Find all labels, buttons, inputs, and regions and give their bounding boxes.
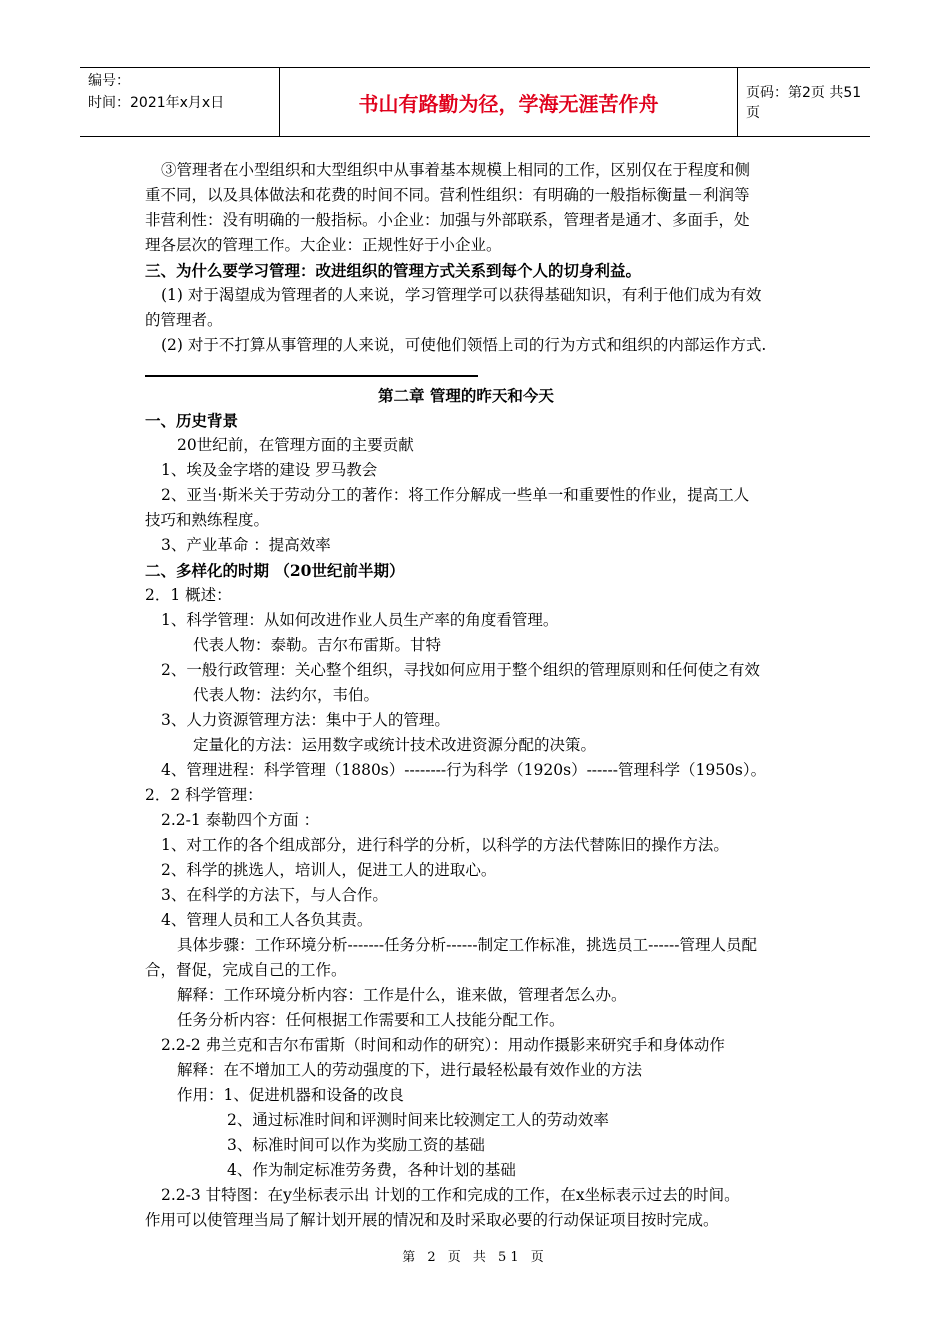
text-line: 合，督促，完成自己的工作。 [145, 961, 347, 979]
text-line: 20世纪前，在管理方面的主要贡献 [177, 436, 414, 454]
text-line: (2) 对于不打算从事管理的人来说，可使他们领悟上司的行为方式和组织的内部运作方式. [161, 336, 767, 354]
text-line: 4、管理进程：科学管理（1880s）--------行为科学（1920s）------管理科学（1950s）。 [161, 761, 767, 779]
date-label: 时间：2021年x月x日 [88, 95, 225, 111]
text-line: 2、亚当·斯米关于劳动分工的著作：将工作分解成一些单一和重要性的作业，提高工人 [161, 486, 750, 504]
page-footer: 第 2 页 共 51 页 [402, 1250, 548, 1265]
text-line: 理各层次的管理工作。大企业：正规性好于小企业。 [145, 236, 502, 254]
text-line: 具体步骤：工作环境分析-------任务分析------制定工作标准，挑选员工------管理人员配 [177, 936, 758, 954]
text-line: 重不同，以及具体做法和花费的时间不同。营利性组织：有明确的一般指标衡量－利润等 [145, 186, 750, 204]
text-line: 定量化的方法：运用数字或统计技术改进资源分配的决策。 [193, 736, 597, 754]
text-line: 作用：1、促进机器和设备的改良 [177, 1086, 404, 1104]
heading-line: 三、为什么要学习管理：改进组织的管理方式关系到每个人的切身利益。 [145, 261, 642, 280]
text-line: 2、科学的挑选人，培训人，促进工人的进取心。 [161, 861, 497, 879]
text-line: 1、科学管理：从如何改进作业人员生产率的角度看管理。 [161, 611, 559, 629]
heading-line: 二、多样化的时期 （20世纪前半期） [145, 561, 405, 580]
text-line: 2．1 概述： [145, 586, 232, 604]
header-page-info: 页码：第2页 共51页 [746, 85, 862, 121]
text-line: 解释：在不增加工人的劳动强度的下，进行最轻松最有效作业的方法 [177, 1061, 643, 1079]
text-line: 2.2-2 弗兰克和吉尔布雷斯（时间和动作的研究）：用动作摄影来研究手和身体动作 [161, 1036, 725, 1054]
text-line: 2.2-3 甘特图：在y坐标表示出 计划的工作和完成的工作，在x坐标表示过去的时间。 [161, 1186, 740, 1204]
text-line: 2、一般行政管理：关心整个组织，寻找如何应用于整个组织的管理原则和任何使之有效 [161, 661, 760, 679]
heading-line: 一、历史背景 [145, 411, 239, 430]
text-line: 3、人力资源管理方法：集中于人的管理。 [161, 711, 450, 729]
text-line: 2.2-1 泰勒四个方面 ： [161, 811, 320, 829]
text-line: 代表人物：泰勒。吉尔布雷斯。甘特 [193, 636, 442, 654]
text-line: ③管理者在小型组织和大型组织中从事着基本规模上相同的工作，区别仅在于程度和侧 [161, 161, 751, 179]
text-line: 的管理者。 [145, 311, 223, 329]
text-line: 作用可以使管理当局了解计划开展的情况和及时采取必要的行动保证项目按时完成。 [145, 1211, 719, 1229]
text-line: 技巧和熟练程度。 [145, 511, 270, 529]
header-meta [80, 68, 279, 136]
heading-line: 第二章 管理的昨天和今天 [378, 386, 554, 405]
text-line: 3、在科学的方法下，与人合作。 [161, 886, 388, 904]
text-line: 3、产业革命 ：提高效率 [161, 536, 331, 554]
text-line: 1、埃及金字塔的建设 罗马教会 [161, 461, 378, 479]
text-line: 非营利性：没有明确的一般指标。小企业：加强与外部联系，管理者是通才、多面手，处 [145, 211, 750, 229]
text-line: 1、对工作的各个组成部分，进行科学的分析，以科学的方法代替陈旧的操作方法。 [161, 836, 729, 854]
text-line: 解释：工作环境分析内容：工作是什么，谁来做，管理者怎么办。 [177, 986, 627, 1004]
text-line: 任务分析内容：任何根据工作需要和工人技能分配工作。 [177, 1011, 565, 1029]
serial-label: 编号： [88, 73, 130, 89]
text-line: 4、管理人员和工人各负其责。 [161, 911, 373, 929]
section-divider [145, 375, 478, 377]
text-line: (1) 对于渴望成为管理者的人来说，学习管理学可以获得基础知识，有利于他们成为有效 [161, 286, 762, 304]
text-line: 4、作为制定标准劳务费，各种计划的基础 [227, 1161, 516, 1179]
text-line: 2、通过标准时间和评测时间来比较测定工人的劳动效率 [227, 1111, 609, 1129]
text-line: 3、标准时间可以作为奖励工资的基础 [227, 1136, 485, 1154]
text-line: 2．2 科学管理： [145, 786, 263, 804]
page-header [80, 67, 870, 137]
header-motto: 书山有路勤为径，学海无涯苦作舟 [279, 68, 738, 136]
text-line: 代表人物：法约尔，韦伯。 [193, 686, 380, 704]
